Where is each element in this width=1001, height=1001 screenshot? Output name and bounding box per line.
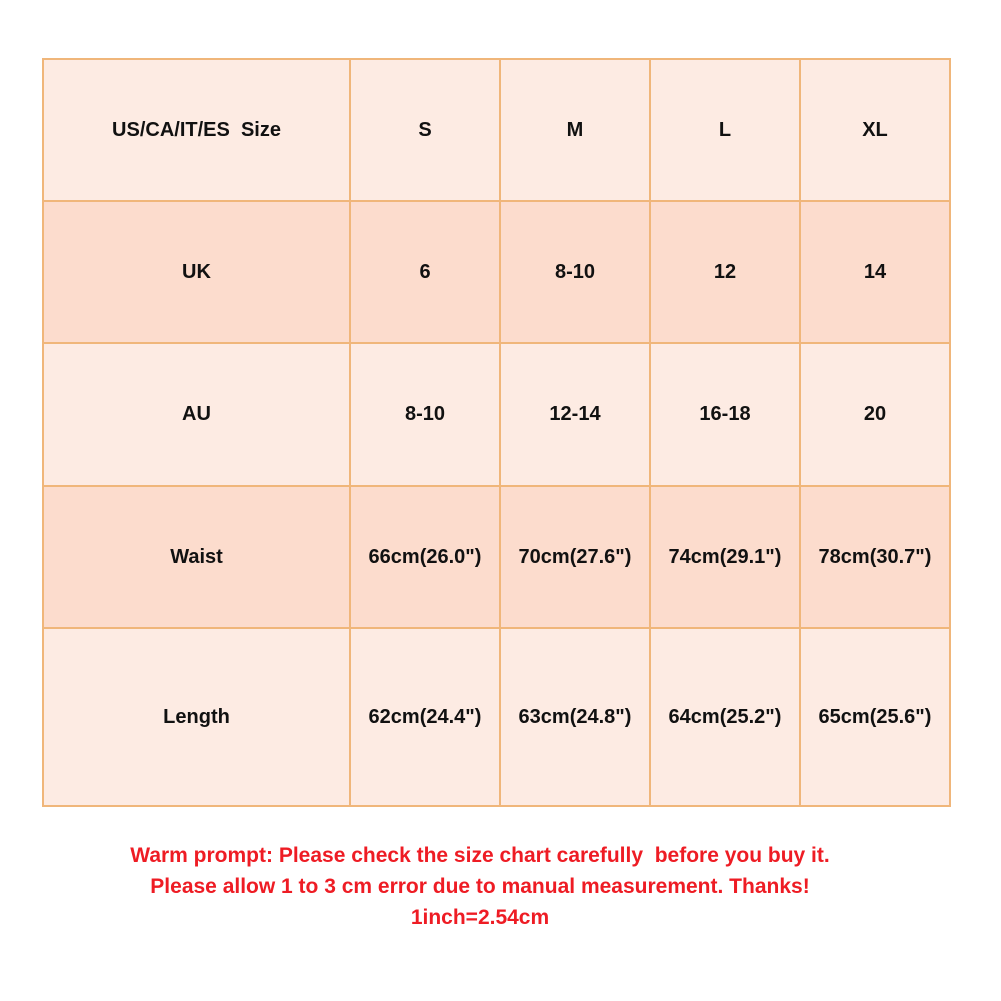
table-cell: 12 (650, 201, 800, 343)
header-cell-m: M (500, 59, 650, 201)
header-cell-s: S (350, 59, 500, 201)
table-cell: 63cm(24.8") (500, 628, 650, 806)
table-cell: 20 (800, 343, 950, 486)
table-cell: 8-10 (350, 343, 500, 486)
table-cell: 70cm(27.6") (500, 486, 650, 628)
table-row-uk (43, 201, 950, 343)
table-cell: 65cm(25.6") (800, 628, 950, 806)
table-cell: 64cm(25.2") (650, 628, 800, 806)
table-cell: 66cm(26.0") (350, 486, 500, 628)
table-row-waist (43, 486, 950, 628)
size-notes (0, 840, 960, 933)
table-cell: 12-14 (500, 343, 650, 486)
size-chart-table (42, 58, 951, 807)
row-label-waist: Waist (43, 486, 350, 628)
table-cell: 78cm(30.7") (800, 486, 950, 628)
table-row-au (43, 343, 950, 486)
table-cell: 74cm(29.1") (650, 486, 800, 628)
table-header-row (43, 59, 950, 201)
measurement-error-line: Please allow 1 to 3 cm error due to manual measurement. Thanks! (150, 875, 810, 898)
warm-prompt-line: Warm prompt: Please check the size chart carefully before you buy it. (130, 844, 830, 867)
row-label-length: Length (43, 628, 350, 806)
row-label-uk: UK (43, 201, 350, 343)
table-cell: 16-18 (650, 343, 800, 486)
table-cell: 6 (350, 201, 500, 343)
table-row-length (43, 628, 950, 806)
row-label-au: AU (43, 343, 350, 486)
table-cell: 62cm(24.4") (350, 628, 500, 806)
header-cell-xl: XL (800, 59, 950, 201)
header-cell-l: L (650, 59, 800, 201)
table-cell: 14 (800, 201, 950, 343)
header-cell-region: US/CA/IT/ES Size (43, 59, 350, 201)
inch-conversion-line: 1inch=2.54cm (410, 906, 550, 929)
table-cell: 8-10 (500, 201, 650, 343)
